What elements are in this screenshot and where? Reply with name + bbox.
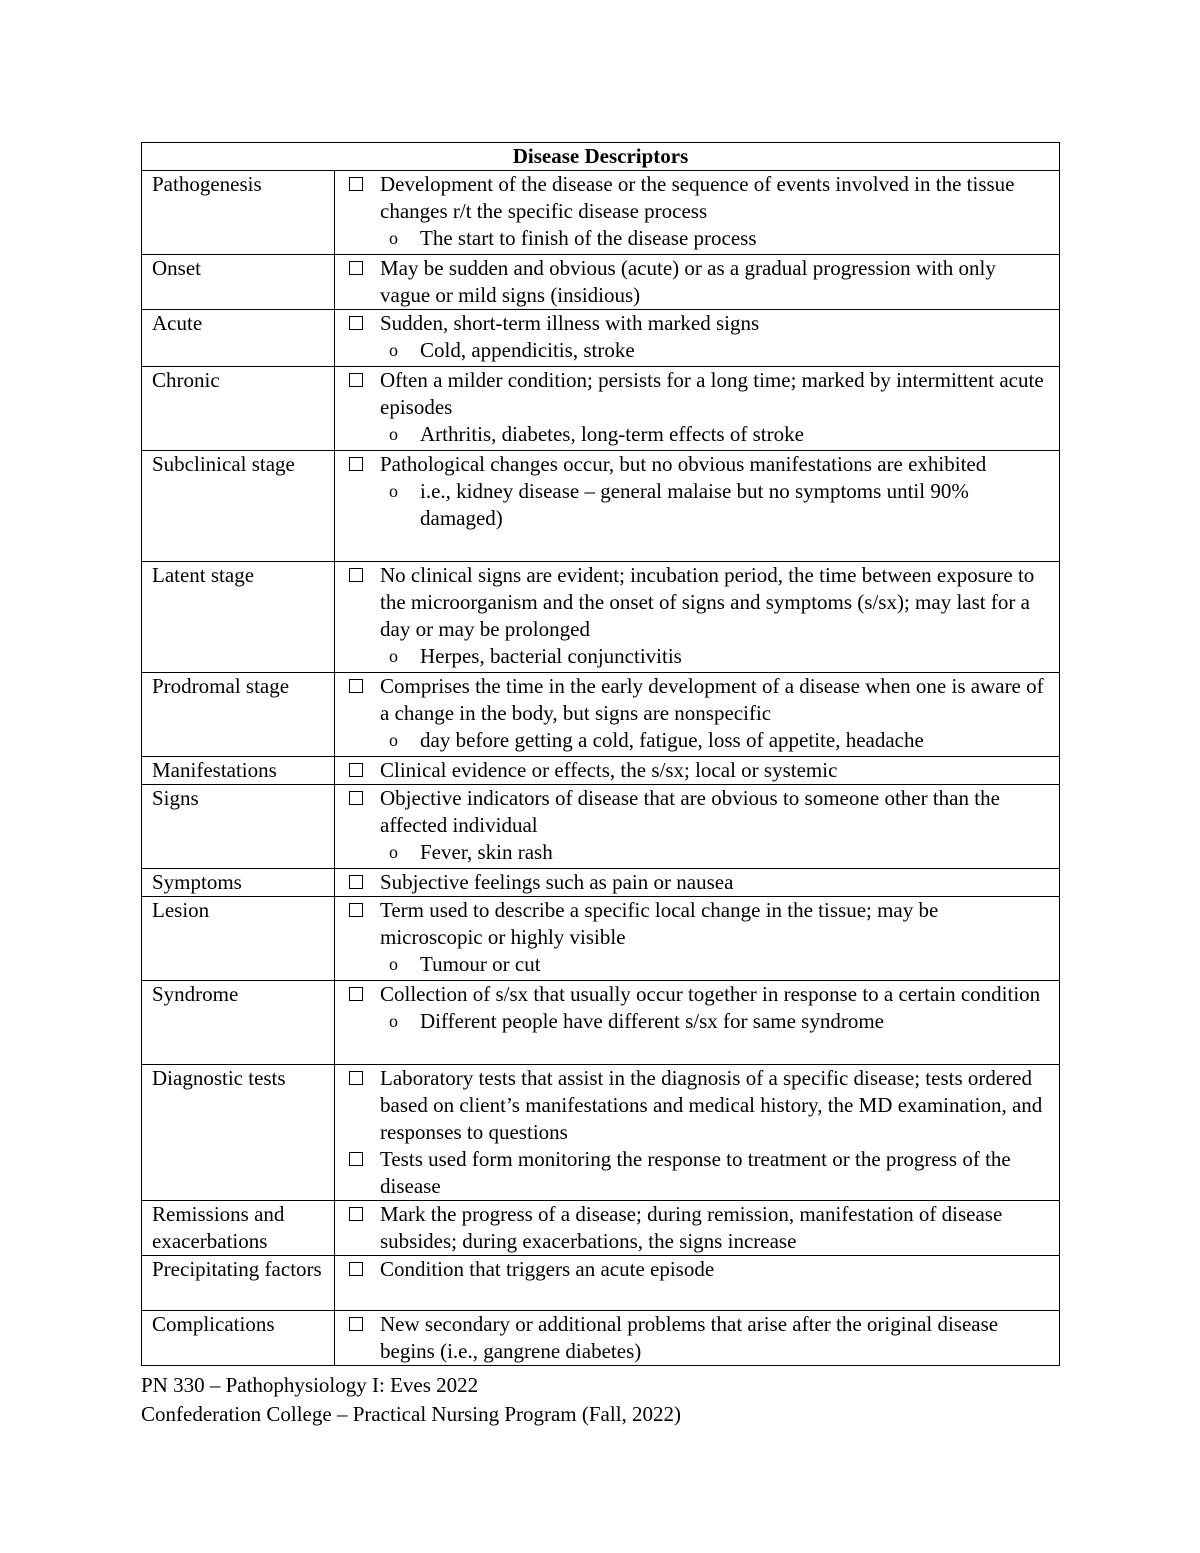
description-cell bbox=[335, 1256, 1060, 1311]
checkbox-icon bbox=[349, 903, 363, 917]
checkbox-icon bbox=[349, 373, 363, 387]
disease-descriptors-table bbox=[141, 142, 1060, 1366]
sub-bullet-item bbox=[349, 839, 1045, 866]
checklist-item bbox=[349, 757, 1045, 784]
checklist-item bbox=[349, 1065, 1045, 1146]
item-text: May be sudden and obvious (acute) or as a gradual progression with only vague or mild signs (insidious) bbox=[380, 256, 996, 307]
circle-bullet-icon: o bbox=[389, 730, 398, 750]
term-cell: Latent stage bbox=[142, 562, 335, 673]
checklist-item bbox=[349, 171, 1045, 225]
circle-bullet-icon: o bbox=[389, 340, 398, 360]
checkbox-icon bbox=[349, 987, 363, 1001]
description-cell bbox=[335, 981, 1060, 1065]
item-text: Tests used form monitoring the response to treatment or the progress of the disease bbox=[380, 1147, 1011, 1198]
term-cell: Chronic bbox=[142, 367, 335, 451]
checklist-item bbox=[349, 785, 1045, 839]
item-text: Sudden, short-term illness with marked signs bbox=[380, 311, 760, 335]
term-cell: Lesion bbox=[142, 897, 335, 981]
sub-item-text: Cold, appendicitis, stroke bbox=[420, 338, 635, 362]
description-cell bbox=[335, 451, 1060, 562]
table-row bbox=[142, 673, 1060, 757]
checklist-item bbox=[349, 451, 1045, 478]
item-text: Condition that triggers an acute episode bbox=[380, 1257, 715, 1281]
table-row bbox=[142, 869, 1060, 897]
term-cell: Pathogenesis bbox=[142, 171, 335, 255]
description-cell bbox=[335, 897, 1060, 981]
term-cell: Symptoms bbox=[142, 869, 335, 897]
sub-bullet-item bbox=[349, 951, 1045, 978]
checklist-item bbox=[349, 869, 1045, 896]
sub-item-text: Different people have different s/sx for same syndrome bbox=[420, 1009, 884, 1033]
term-cell: Subclinical stage bbox=[142, 451, 335, 562]
checkbox-icon bbox=[349, 791, 363, 805]
item-text: Laboratory tests that assist in the diagnosis of a specific disease; tests ordered based on client’s manifestations and medical history, the MD examination, and responses to questions bbox=[380, 1066, 1043, 1144]
description-cell bbox=[335, 1201, 1060, 1256]
term-cell: Onset bbox=[142, 255, 335, 310]
item-text: No clinical signs are evident; incubation period, the time between exposure to the microorganism and the onset of signs and symptoms (s/sx); may last for a day or may be prolonged bbox=[380, 563, 1035, 641]
sub-bullet-item bbox=[349, 727, 1045, 754]
item-text: Objective indicators of disease that are obvious to someone other than the affected individual bbox=[380, 786, 1000, 837]
description-cell bbox=[335, 869, 1060, 897]
description-cell bbox=[335, 171, 1060, 255]
sub-bullet-item bbox=[349, 478, 1045, 532]
checkbox-icon bbox=[349, 261, 363, 275]
checklist-item bbox=[349, 673, 1045, 727]
checkbox-icon bbox=[349, 568, 363, 582]
description-cell bbox=[335, 367, 1060, 451]
circle-bullet-icon: o bbox=[389, 1011, 398, 1031]
table-row bbox=[142, 171, 1060, 255]
term-cell: Remissions and exacerbations bbox=[142, 1201, 335, 1256]
term-cell: Manifestations bbox=[142, 757, 335, 785]
sub-item-text: Herpes, bacterial conjunctivitis bbox=[420, 644, 682, 668]
checkbox-icon bbox=[349, 1207, 363, 1221]
item-text: Pathological changes occur, but no obvious manifestations are exhibited bbox=[380, 452, 987, 476]
checklist-item bbox=[349, 1201, 1045, 1255]
term-cell: Acute bbox=[142, 310, 335, 367]
sub-item-text: Tumour or cut bbox=[420, 952, 541, 976]
checkbox-icon bbox=[349, 177, 363, 191]
checklist-item bbox=[349, 1311, 1045, 1365]
table-body bbox=[142, 171, 1060, 1366]
checklist-item bbox=[349, 1146, 1045, 1200]
table-row bbox=[142, 562, 1060, 673]
sub-bullet-item bbox=[349, 421, 1045, 448]
sub-item-text: day before getting a cold, fatigue, loss of appetite, headache bbox=[420, 728, 924, 752]
table-row bbox=[142, 1256, 1060, 1311]
checkbox-icon bbox=[349, 1152, 363, 1166]
footer-course-line: PN 330 – Pathophysiology I: Eves 2022 bbox=[141, 1373, 479, 1397]
description-cell bbox=[335, 310, 1060, 367]
table-row bbox=[142, 1311, 1060, 1366]
sub-item-text: Fever, skin rash bbox=[420, 840, 553, 864]
sub-bullet-item bbox=[349, 643, 1045, 670]
checkbox-icon bbox=[349, 679, 363, 693]
description-cell bbox=[335, 785, 1060, 869]
item-text: Comprises the time in the early development of a disease when one is aware of a change in the body, but signs are nonspecific bbox=[380, 674, 1044, 725]
description-cell bbox=[335, 255, 1060, 310]
table-row bbox=[142, 255, 1060, 310]
description-cell bbox=[335, 562, 1060, 673]
term-cell: Signs bbox=[142, 785, 335, 869]
table-row bbox=[142, 310, 1060, 367]
checkbox-icon bbox=[349, 1071, 363, 1085]
checkbox-icon bbox=[349, 316, 363, 330]
circle-bullet-icon: o bbox=[389, 424, 398, 444]
circle-bullet-icon: o bbox=[389, 646, 398, 666]
sub-bullet-item bbox=[349, 225, 1045, 252]
table-row bbox=[142, 1065, 1060, 1201]
checkbox-icon bbox=[349, 457, 363, 471]
term-cell: Precipitating factors bbox=[142, 1256, 335, 1311]
checkbox-icon bbox=[349, 1262, 363, 1276]
term-cell: Diagnostic tests bbox=[142, 1065, 335, 1201]
sub-bullet-item bbox=[349, 337, 1045, 364]
table-title-row bbox=[142, 143, 1060, 171]
table-row bbox=[142, 451, 1060, 562]
checklist-item bbox=[349, 1256, 1045, 1283]
checkbox-icon bbox=[349, 875, 363, 889]
description-cell bbox=[335, 1311, 1060, 1366]
table-row bbox=[142, 367, 1060, 451]
circle-bullet-icon: o bbox=[389, 228, 398, 248]
circle-bullet-icon: o bbox=[389, 954, 398, 974]
item-text: Mark the progress of a disease; during remission, manifestation of disease subsides; during exacerbations, the signs increase bbox=[380, 1202, 1003, 1253]
checklist-item bbox=[349, 897, 1045, 951]
sub-item-text: i.e., kidney disease – general malaise but no symptoms until 90% damaged) bbox=[420, 479, 969, 530]
term-cell: Complications bbox=[142, 1311, 335, 1366]
sub-bullet-item bbox=[349, 1008, 1045, 1035]
term-cell: Prodromal stage bbox=[142, 673, 335, 757]
description-cell bbox=[335, 757, 1060, 785]
table-row bbox=[142, 757, 1060, 785]
checkbox-icon bbox=[349, 763, 363, 777]
circle-bullet-icon: o bbox=[389, 842, 398, 862]
item-text: Term used to describe a specific local change in the tissue; may be microscopic or highly visible bbox=[380, 898, 939, 949]
description-cell bbox=[335, 673, 1060, 757]
checklist-item bbox=[349, 310, 1045, 337]
sub-item-text: Arthritis, diabetes, long-term effects of stroke bbox=[420, 422, 804, 446]
table-row bbox=[142, 981, 1060, 1065]
item-text: Clinical evidence or effects, the s/sx; local or systemic bbox=[380, 758, 838, 782]
checklist-item bbox=[349, 255, 1045, 309]
description-cell bbox=[335, 1065, 1060, 1201]
table-row bbox=[142, 1201, 1060, 1256]
checklist-item bbox=[349, 981, 1045, 1008]
item-text: Collection of s/sx that usually occur together in response to a certain condition bbox=[380, 982, 1041, 1006]
table-row bbox=[142, 897, 1060, 981]
table-row bbox=[142, 785, 1060, 869]
footer-college-line: Confederation College – Practical Nursing Program (Fall, 2022) bbox=[141, 1402, 682, 1426]
item-text: Often a milder condition; persists for a long time; marked by intermittent acute episodes bbox=[380, 368, 1044, 419]
sub-item-text: The start to finish of the disease process bbox=[420, 226, 757, 250]
circle-bullet-icon: o bbox=[389, 481, 398, 501]
item-text: Subjective feelings such as pain or nausea bbox=[380, 870, 734, 894]
checklist-item bbox=[349, 367, 1045, 421]
item-text: New secondary or additional problems that arise after the original disease begins (i.e., gangrene diabetes) bbox=[380, 1312, 999, 1363]
checklist-item bbox=[349, 562, 1045, 643]
item-text: Development of the disease or the sequence of events involved in the tissue changes r/t the specific disease process bbox=[380, 172, 1015, 223]
checkbox-icon bbox=[349, 1317, 363, 1331]
table-title: Disease Descriptors bbox=[142, 143, 1060, 171]
term-cell: Syndrome bbox=[142, 981, 335, 1065]
